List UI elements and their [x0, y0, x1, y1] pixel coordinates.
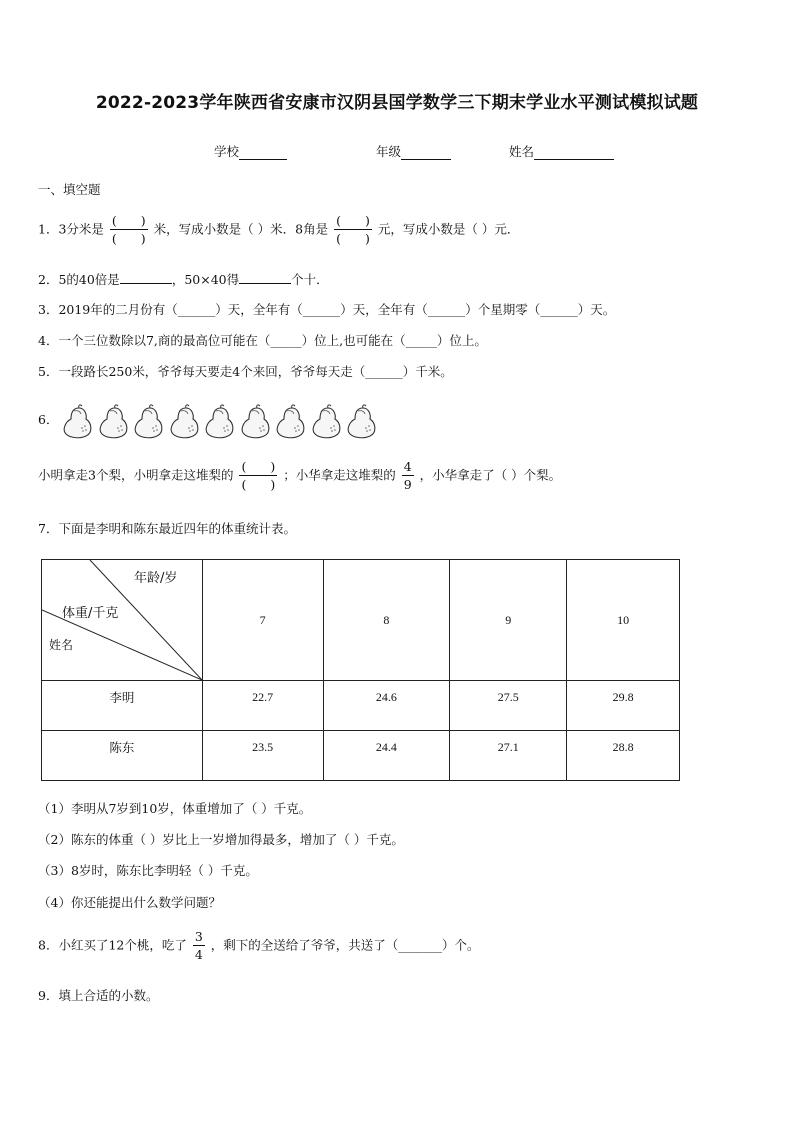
- weight-value: 22.7: [202, 681, 323, 731]
- pear-icon: [133, 403, 165, 439]
- age-cell: 10: [567, 560, 680, 681]
- age-cell: 7: [202, 560, 323, 681]
- fraction-4-9: $\frac{4}{9}$: [403, 459, 412, 492]
- fraction-blank[interactable]: $\frac{( )}{( )}$: [241, 459, 276, 492]
- pear-icon: [311, 403, 343, 439]
- header-age: 年龄/岁: [134, 571, 178, 586]
- weight-value: 28.8: [567, 731, 680, 781]
- pear-icon: [346, 403, 378, 439]
- question-4: 4．一个三位数除以7,商的最高位可能在（_____）位上,也可能在（_____）位上。: [38, 333, 487, 348]
- page-title: 2022-2023学年陕西省安康市汉阴县国学数学三下期末学业水平测试模拟试题: [95, 93, 699, 113]
- weight-value: 27.5: [450, 681, 567, 731]
- question-6-number: 6．: [38, 412, 59, 427]
- weight-value: 23.5: [202, 731, 323, 781]
- school-field: 学校: [214, 142, 287, 160]
- pear-icon: [240, 403, 272, 439]
- pear-icon: [62, 403, 94, 439]
- row-name: 李明: [42, 681, 203, 731]
- question-7-sub-2: （2）陈东的体重（ ）岁比上一岁增加得最多，增加了（ ）千克。: [38, 832, 404, 847]
- row-name: 陈东: [42, 731, 203, 781]
- weight-table: [41, 559, 680, 781]
- fraction-blank[interactable]: $\frac{( )}{( )}$: [336, 213, 370, 246]
- question-7-sub-4: （4）你还能提出什么数学问题？: [38, 895, 221, 910]
- header-weight: 体重/千克: [62, 606, 119, 621]
- name-field: 姓名: [509, 142, 614, 160]
- table-row: [42, 731, 680, 781]
- question-7-sub-3: （3）8岁时，陈东比李明轻（ ）千克。: [38, 863, 258, 878]
- question-3: 3．2019年的二月份有（______）天，全年有（______）天，全年有（______）个星期零（______）天。: [38, 302, 616, 317]
- pear-icon: [98, 403, 130, 439]
- table-header-diagonal: [42, 560, 203, 681]
- age-cell: 8: [323, 560, 450, 681]
- question-1: 1．3分米是 $\frac{( )}{( )}$ 米，写成小数是（ ）米．8角是 $\frac{( )}{( )}$ 元，写成小数是（ ）元．: [38, 213, 520, 246]
- weight-value: 29.8: [567, 681, 680, 731]
- pear-icon: [204, 403, 236, 439]
- answer-blank[interactable]: [120, 271, 172, 284]
- weight-value: 27.1: [450, 731, 567, 781]
- pear-icon: [169, 403, 201, 439]
- pear-icon: [275, 403, 307, 439]
- question-2: 2．5的40倍是 ，50×40得 个十．: [38, 272, 329, 287]
- header-name: 姓名: [49, 638, 74, 652]
- question-9: 9．填上合适的小数。: [38, 988, 159, 1003]
- question-7-sub-1: （1）李明从7岁到10岁，体重增加了（ ）千克。: [38, 801, 312, 816]
- table-row: [42, 681, 680, 731]
- section-fill-blank: 一、填空题: [38, 182, 101, 197]
- name-blank[interactable]: [534, 145, 614, 160]
- age-cell: 9: [450, 560, 567, 681]
- weight-value: 24.4: [323, 731, 450, 781]
- grade-blank[interactable]: [401, 145, 451, 160]
- weight-value: 24.6: [323, 681, 450, 731]
- grade-field: 年级: [376, 142, 451, 160]
- answer-blank[interactable]: [239, 271, 291, 284]
- question-8: 8．小红买了12个桃，吃了 $\frac{3}{4}$ ，剩下的全送给了爷爷，共送了（_______）个。: [38, 929, 480, 962]
- question-6-text: 小明拿走3个梨，小明拿走这堆梨的 $\frac{( )}{( )}$ ；小华拿走这堆梨的 $\frac{4}{9}$ ，小华拿走了（ ）个梨。: [38, 459, 562, 492]
- question-5: 5．一段路长250米，爷爷每天要走4个来回，爷爷每天走（______）千米。: [38, 364, 453, 379]
- fraction-blank[interactable]: $\frac{( )}{( )}$: [111, 213, 146, 246]
- fraction-3-4: $\frac{3}{4}$: [194, 929, 203, 962]
- question-7: 7．下面是李明和陈东最近四年的体重统计表。: [38, 521, 296, 536]
- school-blank[interactable]: [239, 145, 287, 160]
